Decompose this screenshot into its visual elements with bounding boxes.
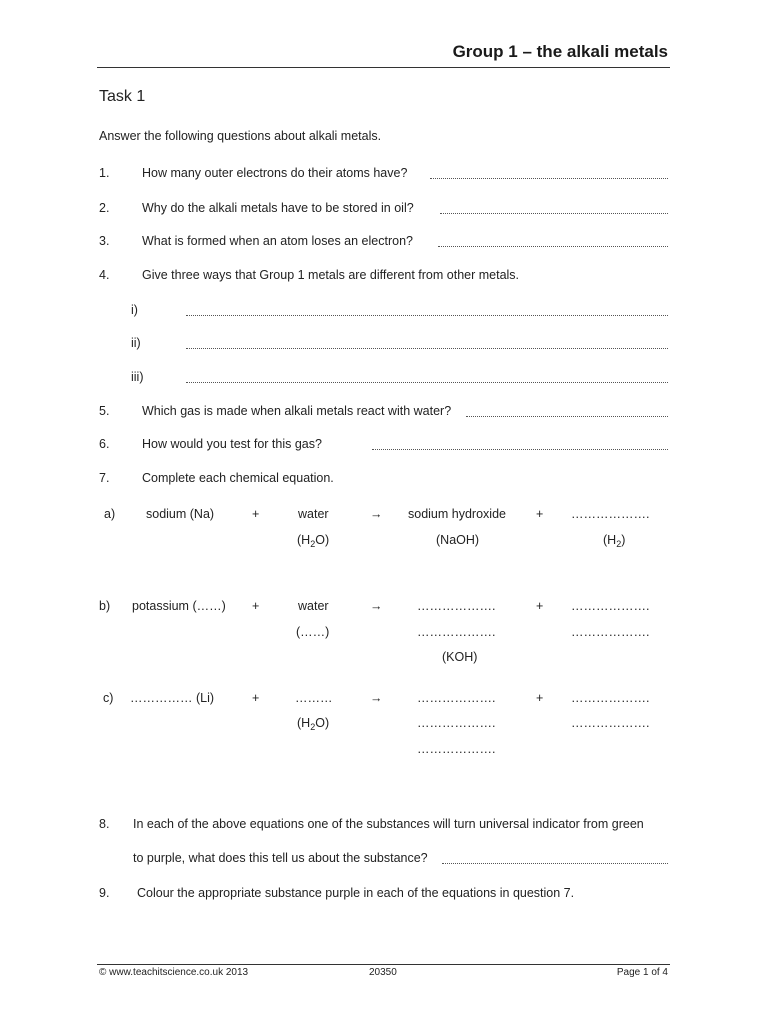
product-1-blank[interactable]: ………………. bbox=[417, 691, 496, 705]
product-2-formula: $(H_2)$ bbox=[603, 533, 626, 549]
footer-page-number: Page 1 of 4 bbox=[616, 967, 668, 978]
reactant-1: sodium (Na) bbox=[146, 507, 215, 521]
equation-label: c) bbox=[103, 691, 114, 705]
question-text: Give three ways that Group 1 metals are different from other metals. bbox=[142, 268, 520, 282]
equation-label: b) bbox=[99, 599, 111, 613]
task-intro: Answer the following questions about alkali metals. bbox=[99, 129, 382, 143]
question-text: Why do the alkali metals have to be stored in oil? bbox=[142, 201, 414, 215]
question-text: Colour the appropriate substance purple in each of the equations in question 7. bbox=[137, 886, 575, 900]
product-1: sodium hydroxide bbox=[408, 507, 506, 521]
footer-copyright: © www.teachitscience.co.uk 2013 bbox=[99, 967, 249, 978]
answer-line[interactable] bbox=[186, 315, 668, 316]
sub-item-label: iii) bbox=[131, 370, 144, 384]
arrow: → bbox=[370, 691, 383, 705]
question-number: 1. bbox=[99, 166, 110, 180]
question-text: How many outer electrons do their atoms have? bbox=[142, 166, 408, 180]
plus-sign: + bbox=[252, 507, 260, 521]
answer-line[interactable] bbox=[440, 213, 668, 214]
question-text: What is formed when an atom loses an electron? bbox=[142, 234, 413, 248]
equation-label: a) bbox=[104, 507, 116, 521]
answer-line[interactable] bbox=[186, 382, 668, 383]
arrow: → bbox=[370, 507, 383, 521]
product-2-blank[interactable]: ………………. bbox=[571, 716, 650, 730]
reactant-1[interactable]: …………… (Li) bbox=[130, 691, 215, 705]
answer-line[interactable] bbox=[438, 246, 668, 247]
question-number: 9. bbox=[99, 886, 110, 900]
question-number: 3. bbox=[99, 234, 110, 248]
product-1-formula: (NaOH) bbox=[436, 533, 480, 547]
product-1-blank[interactable]: ………………. bbox=[417, 599, 496, 613]
header-rule bbox=[97, 67, 670, 68]
reactant-2: water bbox=[298, 507, 329, 521]
product-2-blank[interactable]: ………………. bbox=[571, 599, 650, 613]
plus-sign: + bbox=[252, 691, 260, 705]
reactant-2-formula[interactable]: (……) bbox=[296, 625, 330, 639]
question-text: In each of the above equations one of the substances will turn universal indicator from green bbox=[133, 817, 644, 831]
plus-sign: + bbox=[536, 599, 544, 613]
answer-line[interactable] bbox=[442, 863, 668, 864]
product-2-blank[interactable]: ………………. bbox=[571, 625, 650, 639]
sub-item-label: i) bbox=[131, 303, 138, 317]
question-number: 2. bbox=[99, 201, 110, 215]
product-1-blank[interactable]: ………………. bbox=[417, 716, 496, 730]
reactant-2: water bbox=[298, 599, 329, 613]
footer-code: 20350 bbox=[369, 967, 397, 978]
reactant-1[interactable]: potassium (……) bbox=[132, 599, 226, 613]
question-number: 4. bbox=[99, 268, 110, 282]
answer-line[interactable] bbox=[430, 178, 668, 179]
question-number: 8. bbox=[99, 817, 110, 831]
question-text: Complete each chemical equation. bbox=[142, 471, 334, 485]
product-1-formula: (KOH) bbox=[442, 650, 478, 664]
product-2-blank[interactable]: ………………. bbox=[571, 691, 650, 705]
product-1-blank[interactable]: ………………. bbox=[417, 625, 496, 639]
reactant-2-formula: $(H_2O)$ bbox=[297, 533, 330, 549]
reactant-2-formula: $(H_2O)$ bbox=[297, 716, 330, 732]
sub-item-label: ii) bbox=[131, 336, 141, 350]
question-text: How would you test for this gas? bbox=[142, 437, 322, 451]
question-text-continued: to purple, what does this tell us about the substance? bbox=[133, 851, 428, 865]
reactant-2-blank[interactable]: ……… bbox=[295, 691, 333, 705]
product-1-blank[interactable]: ………………. bbox=[417, 742, 496, 756]
question-text: Which gas is made when alkali metals react with water? bbox=[142, 404, 452, 418]
page-title: Group 1 – the alkali metals bbox=[452, 42, 668, 61]
plus-sign: + bbox=[536, 507, 544, 521]
arrow: → bbox=[370, 599, 383, 613]
answer-line[interactable] bbox=[372, 449, 668, 450]
question-number: 6. bbox=[99, 437, 110, 451]
answer-line[interactable] bbox=[186, 348, 668, 349]
answer-line[interactable] bbox=[466, 416, 668, 417]
footer-rule bbox=[97, 964, 670, 965]
question-number: 5. bbox=[99, 404, 110, 418]
question-number: 7. bbox=[99, 471, 110, 485]
plus-sign: + bbox=[252, 599, 260, 613]
task-title: Task 1 bbox=[99, 88, 146, 105]
product-2-blank[interactable]: ………………. bbox=[571, 507, 650, 521]
plus-sign: + bbox=[536, 691, 544, 705]
